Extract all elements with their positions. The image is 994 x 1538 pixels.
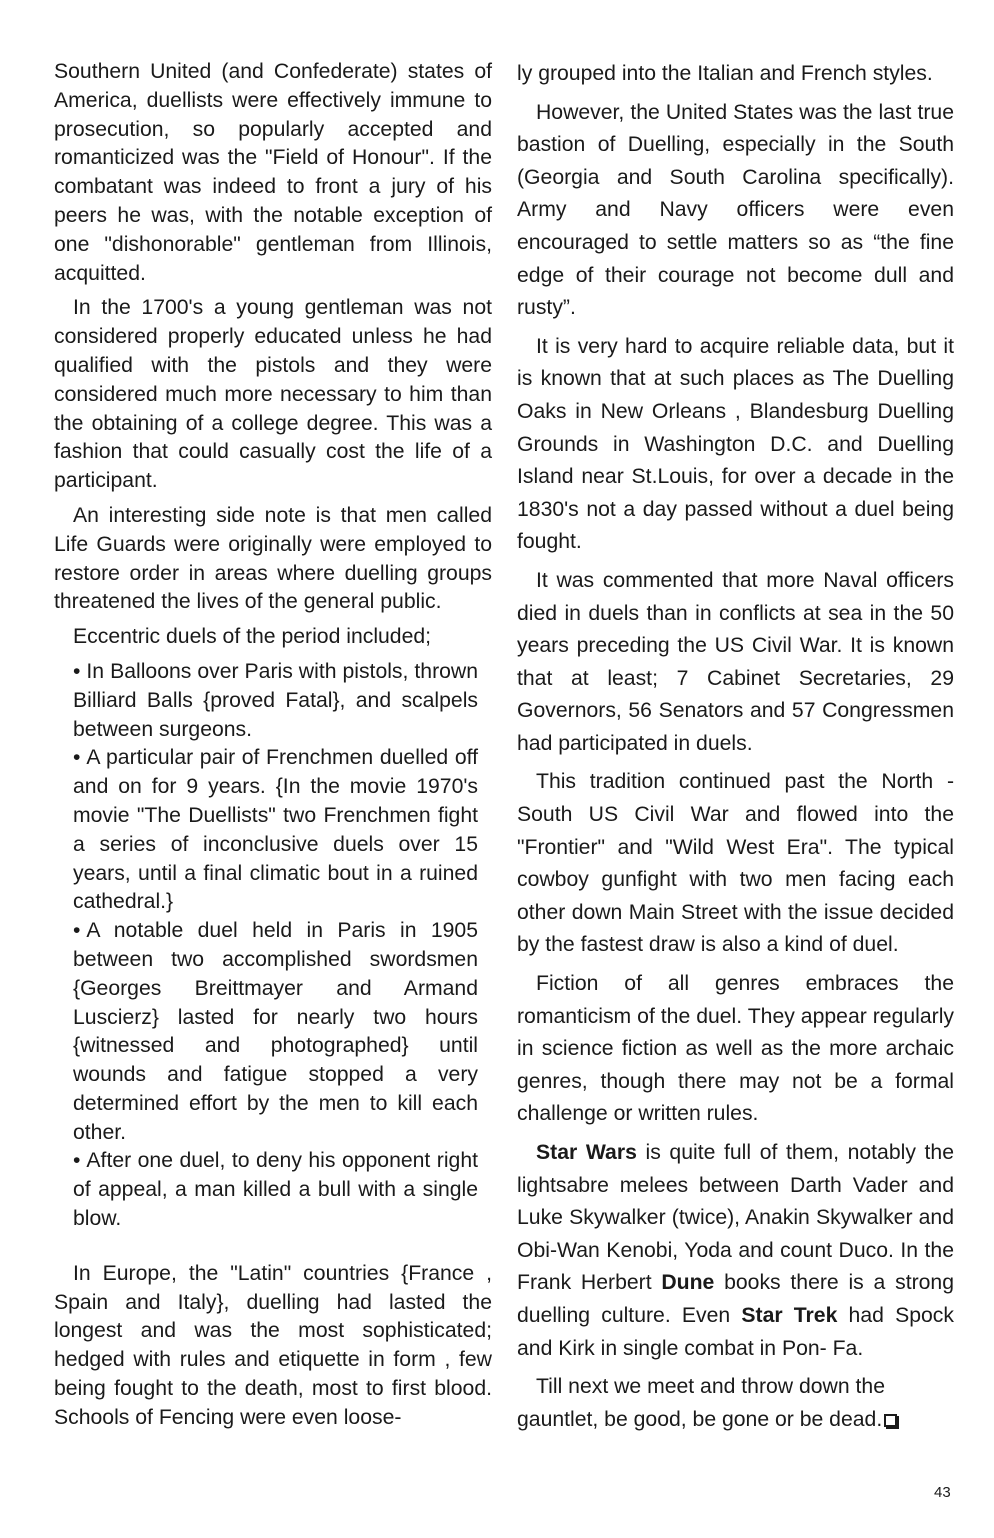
bullet-icon: • bbox=[73, 746, 81, 770]
list-item-text: A notable duel held in Paris in 1905 between two accomplished swordsmen {Georges Breittmayer and Armand Luscierz} lasted for nearly two hours {witnessed and photographed} until wounds and fatigue stopped a very determined effort by the men to kill each other. bbox=[73, 919, 478, 1144]
list-item bbox=[73, 744, 478, 917]
list-item bbox=[73, 658, 478, 744]
paragraph: ly grouped into the Italian and French styles. bbox=[517, 62, 933, 85]
title-star-wars: Star Wars bbox=[536, 1141, 637, 1164]
end-mark-icon bbox=[884, 1414, 897, 1427]
right-column bbox=[517, 58, 954, 1442]
left-column bbox=[54, 58, 492, 1439]
paragraph: Southern United (and Confederate) states of America, duellists were effectively immune to prosecution, so popularly accepted and romanticized was the "Field of Honour". If the combatant was indeed to front a jury of his peers he was, with the notable exception of one "dishonorable" gentleman from Illinois, acquitted. bbox=[54, 60, 492, 285]
paragraph: In Europe, the "Latin" countries {France , Spain and Italy}, duelling had lasted the longest and was the most sophisticated; hedged with rules and etiquette in form , few being fought to the death, most to first blood. Schools of Fencing were even loose- bbox=[54, 1261, 492, 1429]
paragraph: In the 1700's a young gentleman was not considered properly educated unless he had qualified with the pistols and they were considered much more necessary to him than the obtaining of a college degree. This was a fashion that could casually cost the life of a participant. bbox=[54, 296, 492, 493]
paragraph: This tradition continued past the North - South US Civil War and flowed into the "Frontier" and "Wild West Era". The typical cowboy gunfight with two men facing each other down Main Street with the issue decided by the fastest draw is also a kind of duel. bbox=[517, 770, 954, 957]
text-run: Till next we meet and throw down the gauntlet, be good, be gone or be dead. bbox=[517, 1375, 885, 1431]
page-number: 43 bbox=[934, 1484, 951, 1501]
list-item-text: A particular pair of Frenchmen duelled off and on for 9 years. {In the movie 1970's movie "The Duellists" two Frenchmen fight a series of inconclusive duels over 15 years, until a final climatic bout in a ruined cathedral.} bbox=[73, 746, 478, 914]
list-item bbox=[73, 1147, 478, 1233]
paragraph bbox=[517, 1371, 954, 1436]
title-star-trek: Star Trek bbox=[741, 1303, 838, 1327]
bullet-icon: • bbox=[73, 659, 81, 683]
bullet-icon: • bbox=[73, 1149, 81, 1173]
paragraph: Fiction of all genres embraces the romanticism of the duel. They appear regularly in science fiction as well as the more archaic genres, though there may not be a formal challenge or written rules. bbox=[517, 972, 954, 1126]
text-run: had Spock and Kirk in single combat in Pon- Fa. bbox=[517, 1303, 954, 1360]
paragraph: However, the United States was the last true bastion of Duelling, especially in the South (Georgia and South Carolina specifically). Army and Navy officers were even encouraged to settle matters so as “the fine edge of their courage not become dull and rusty”. bbox=[517, 100, 954, 320]
list-item-text: In Balloons over Paris with pistols, thrown Billiard Balls {proved Fatal}, and scalpels between surgeons. bbox=[73, 659, 478, 741]
paragraph: It was commented that more Naval officers died in duels than in conflicts at sea in the 50 years preceding the US Civil War. It is known that at least; 7 Cabinet Secretaries, 29 Governors, 56 Senators and 57 Congressmen had participated in duels. bbox=[517, 568, 954, 755]
text-run: books there is a strong duelling culture. Even bbox=[517, 1271, 954, 1327]
title-dune: Dune bbox=[661, 1271, 715, 1295]
paragraph bbox=[517, 1137, 954, 1365]
list-item-text: After one duel, to deny his opponent right of appeal, a man killed a bull with a single blow. bbox=[73, 1149, 478, 1231]
bullet-icon: • bbox=[73, 919, 81, 943]
paragraph: Eccentric duels of the period included; bbox=[73, 625, 432, 649]
paragraph: An interesting side note is that men called Life Guards were originally were employed to restore order in areas where duelling groups threatened the lives of the general public. bbox=[54, 503, 492, 614]
bullet-list bbox=[54, 658, 478, 1234]
text-run: is quite full of them, notably the lightsabre melees between Darth Vader and Luke Skywalker (twice), Anakin Skywalker and Obi-Wan Kenobi, Yoda and count Duco. In the Frank Herbert bbox=[517, 1141, 954, 1295]
list-item bbox=[73, 917, 478, 1147]
spacer bbox=[54, 1234, 492, 1260]
paragraph: It is very hard to acquire reliable data, but it is known that at such places as The Duelling Oaks in New Orleans , Blandesburg Duelling Grounds in Washington D.C. and Duelling Island near St.Louis, for over a decade in the 1830's not a day passed without a duel being fought. bbox=[517, 334, 954, 554]
